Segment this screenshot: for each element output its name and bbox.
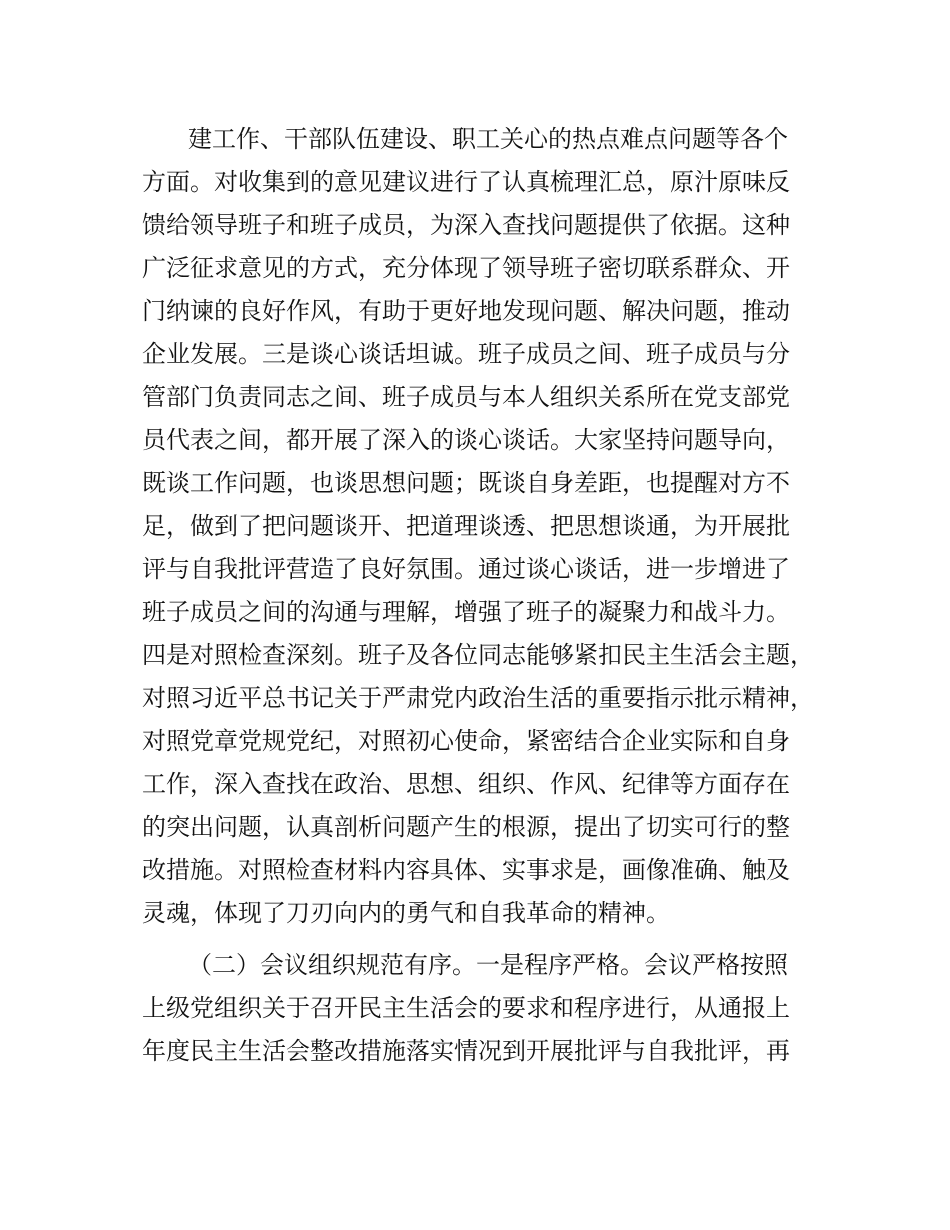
text-line: 足，做到了把问题谈开、把道理谈透、把思想谈通，为开展批 (142, 512, 790, 540)
text-line: 馈给领导班子和班子成员，为深入查找问题提供了依据。这种 (142, 211, 790, 239)
text-line: 上级党组织关于召开民主生活会的要求和程序进行，从通报上 (142, 994, 790, 1022)
text-line: 既谈工作问题，也谈思想问题；既谈自身差距，也提醒对方不 (142, 469, 790, 497)
text-line: 管部门负责同志之间、班子成员与本人组织关系所在党支部党 (142, 383, 790, 411)
text-line: 建工作、干部队伍建设、职工关心的热点难点问题等各个 (188, 125, 788, 153)
text-line: 的突出问题，认真剖析问题产生的根源，提出了切实可行的整 (142, 813, 790, 841)
text-line: 员代表之间，都开展了深入的谈心谈话。大家坚持问题导向， (142, 426, 790, 454)
text-line: 企业发展。三是谈心谈话坦诚。班子成员之间、班子成员与分 (142, 340, 790, 368)
text-line: 对照党章党规党纪，对照初心使命，紧密结合企业实际和自身 (142, 727, 790, 755)
text-line: （二）会议组织规范有序。一是程序严格。会议严格按照 (188, 951, 788, 979)
body-paragraph (142, 944, 842, 1073)
body-paragraph (142, 118, 842, 935)
text-line: 班子成员之间的沟通与理解，增强了班子的凝聚力和战斗力。 (142, 598, 790, 626)
text-line: 方面。对收集到的意见建议进行了认真梳理汇总，原汁原味反 (142, 168, 790, 196)
text-line: 四是对照检查深刻。班子及各位同志能够紧扣民主生活会主题， (142, 641, 814, 669)
text-line: 对照习近平总书记关于严肃党内政治生活的重要指示批示精神， (142, 684, 814, 712)
text-line: 年度民主生活会整改措施落实情况到开展批评与自我批评，再 (142, 1037, 790, 1065)
text-line: 灵魂，体现了刀刃向内的勇气和自我革命的精神。 (142, 899, 670, 927)
text-line: 门纳谏的良好作风，有助于更好地发现问题、解决问题，推动 (142, 297, 790, 325)
text-line: 工作，深入查找在政治、思想、组织、作风、纪律等方面存在 (142, 770, 790, 798)
text-line: 广泛征求意见的方式，充分体现了领导班子密切联系群众、开 (142, 254, 790, 282)
text-line: 改措施。对照检查材料内容具体、实事求是，画像准确、触及 (142, 856, 790, 884)
text-line: 评与自我批评营造了良好氛围。通过谈心谈话，进一步增进了 (142, 555, 790, 583)
